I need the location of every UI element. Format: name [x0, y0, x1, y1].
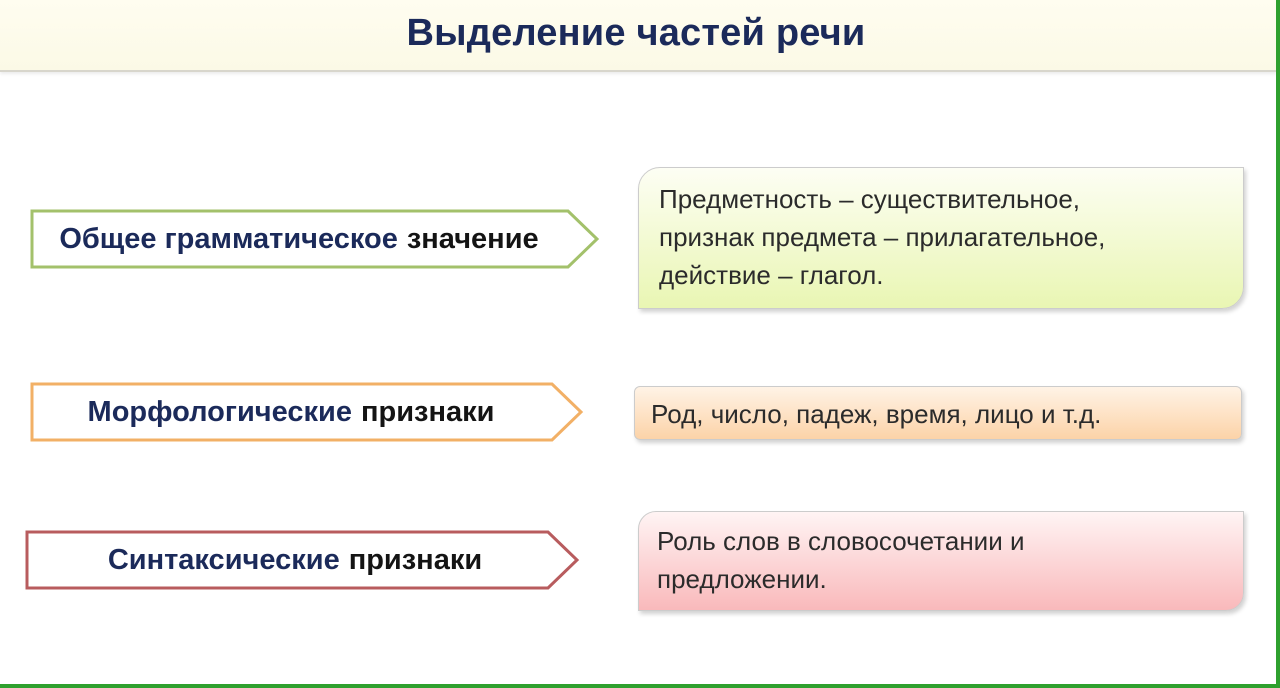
label-text-syntactic — [25, 530, 565, 590]
description-line: Род, число, падеж, время, лицо и т.д. — [651, 399, 1102, 429]
description-line: признак предмета – прилагательное, — [659, 222, 1106, 252]
slide-title: Выделение частей речи — [406, 12, 866, 54]
frame-bottom-edge — [0, 684, 1280, 688]
description-box-general-meaning — [638, 167, 1244, 309]
description-line: Роль слов в словосочетании и — [657, 526, 1025, 556]
label-text-general-meaning — [30, 209, 568, 269]
title-bar — [0, 0, 1277, 72]
description-box-syntactic — [638, 511, 1244, 611]
label-arrow-general-meaning — [30, 209, 600, 269]
frame-right-edge — [1276, 0, 1280, 688]
label-term: Общее грамматическое — [59, 222, 398, 255]
label-arrow-syntactic — [25, 530, 580, 590]
label-term-suffix: значение — [406, 222, 539, 255]
label-term-suffix: признаки — [360, 395, 495, 428]
label-term-suffix: признаки — [348, 543, 483, 576]
description-line: действие – глагол. — [659, 260, 884, 290]
description-line: предложении. — [657, 564, 827, 594]
label-term: Морфологические — [87, 395, 352, 428]
label-text-morphological — [30, 382, 552, 442]
description-box-morphological — [634, 386, 1242, 440]
label-term: Синтаксические — [107, 543, 340, 576]
label-arrow-morphological — [30, 382, 584, 442]
description-line: Предметность – существительное, — [659, 184, 1081, 214]
